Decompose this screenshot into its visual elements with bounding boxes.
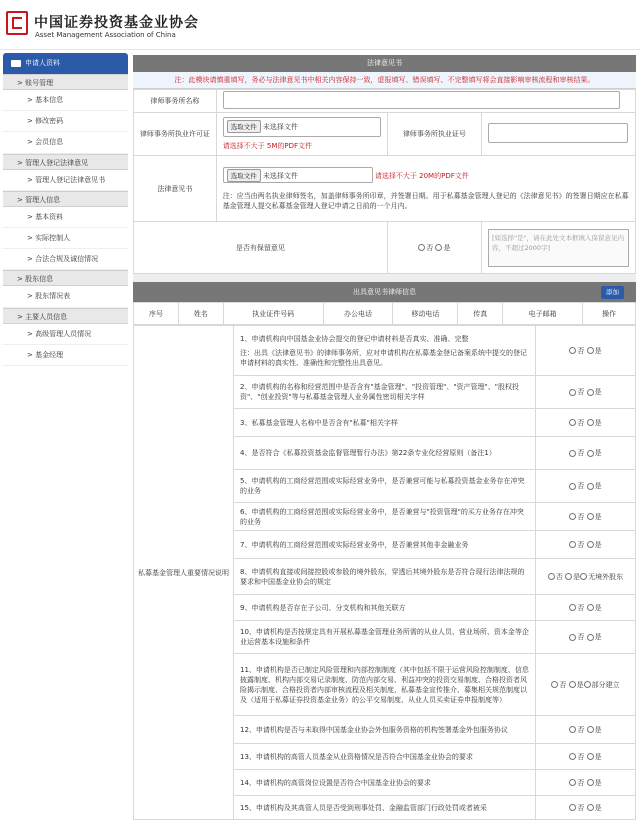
sidebar-section-1[interactable]: > 管理人登记法律意见 <box>3 154 128 170</box>
sidebar-item-4-0[interactable]: > 高级管理人员情况 <box>3 324 128 345</box>
option-yes[interactable] <box>565 573 580 581</box>
option-partial[interactable] <box>584 681 620 689</box>
question-text: 2、申请机构的名称和经营范围中是否含有"基金管理"、"投资管理"、"资产管理"、"股权投资"、"创业投资"等与私募基金管理人业务属性密切相关字样 <box>234 376 536 409</box>
opinion-file-picker[interactable] <box>223 167 373 183</box>
question-text: 13、申请机构的高管人员基金从业资格情况是否符合中国基金业协会的要求 <box>234 744 536 770</box>
option-no-radio[interactable] <box>569 753 576 760</box>
question-text: 5、申请机构的工商经营范围或实际经营业务中，是否兼营可能与私募投资基金业务存在冲突的业务 <box>234 470 536 503</box>
option-yes-label: 是 <box>594 346 602 355</box>
option-no[interactable] <box>551 681 566 689</box>
option-yes-label: 是 <box>594 603 602 612</box>
option-yes[interactable] <box>587 482 602 490</box>
column-header-2: 执业证件号码 <box>223 303 323 325</box>
option-yes-label: 是 <box>594 482 602 490</box>
book-icon <box>11 60 21 67</box>
option-yes[interactable] <box>587 449 602 457</box>
section-gap <box>133 274 636 282</box>
option-no-radio[interactable] <box>569 450 576 457</box>
question-options <box>536 716 636 744</box>
opinion-choose-file-button[interactable]: 选取文件 <box>227 169 261 182</box>
option-yes-label: 是 <box>594 449 602 457</box>
option-no-radio[interactable] <box>569 389 576 396</box>
question-text: 12、申请机构是否与未取得中国基金业协会外包服务资格的机构签署基金外包服务协议 <box>234 716 536 744</box>
license-file-picker[interactable] <box>223 117 381 137</box>
question-text: 1、申请机构向中国基金业协会提交的登记申请材料是否真实、准确、完整 注：出具《法律意见书》的律师事务所，应对申请机构在私募基金登记备案系统中提交的登记申请材料的真实性、准确性和完整性出具意见。 <box>234 326 536 376</box>
option-no-radio[interactable] <box>569 347 576 354</box>
option-none-shareholder-radio[interactable] <box>580 573 587 580</box>
opinion-note: 注：应当由两名执业律师签名，加盖律师事务所印章，并签署日期。用于私募基金管理人登记的《法律意见书》的签署日期应在私募基金管理人提交私募基金管理人登记申请之日前的一个月内。 <box>222 191 629 210</box>
option-no-radio[interactable] <box>569 804 576 811</box>
opinion-no-file-text: 未选择文件 <box>262 171 298 180</box>
question-options <box>536 595 636 621</box>
option-no-radio[interactable] <box>569 604 576 611</box>
question-options <box>536 437 636 470</box>
sidebar-section-2[interactable]: > 管理人信息 <box>3 191 128 207</box>
option-no-label: 否 <box>577 418 585 427</box>
option-yes[interactable] <box>587 633 602 641</box>
question-text: 10、申请机构是否按规定具有开展私募基金管理业务所需的从业人员、营业场所、资本金等企业运营基本设施和条件 <box>234 621 536 654</box>
license-choose-file-button[interactable]: 选取文件 <box>227 120 261 133</box>
legal-opinion-form <box>133 89 636 274</box>
option-no[interactable] <box>569 541 584 549</box>
sidebar-item-2-0[interactable]: > 基本资料 <box>3 207 128 228</box>
column-header-3: 办公电话 <box>323 303 393 325</box>
sidebar-item-0-0[interactable]: > 基本信息 <box>3 90 128 111</box>
question-options <box>536 376 636 409</box>
option-no-label: 否 <box>577 540 585 549</box>
option-no-radio[interactable] <box>569 726 576 733</box>
question-options <box>536 409 636 437</box>
option-yes[interactable] <box>587 726 602 734</box>
option-no[interactable] <box>569 482 584 490</box>
option-no-label: 否 <box>577 725 585 734</box>
sidebar-item-4-1[interactable]: > 基金经理 <box>3 345 128 366</box>
option-no-label: 否 <box>577 346 585 355</box>
question-options <box>536 796 636 820</box>
option-yes-label: 是 <box>594 803 602 812</box>
sidebar-section-0[interactable]: > 账号管理 <box>3 74 128 90</box>
option-partial-radio[interactable] <box>584 681 591 688</box>
option-no[interactable] <box>569 347 584 355</box>
association-logo-icon <box>6 11 28 35</box>
question-options <box>536 503 636 531</box>
sidebar-item-2-1[interactable]: > 实际控制人 <box>3 228 128 249</box>
column-header-5: 传真 <box>458 303 503 325</box>
firm-name-label: 律师事务所名称 <box>134 90 217 113</box>
sidebar <box>0 53 130 798</box>
option-no-radio[interactable] <box>569 419 576 426</box>
question-options <box>536 654 636 716</box>
option-no[interactable] <box>548 573 563 581</box>
question-options <box>536 559 636 595</box>
column-header-4: 移动电话 <box>393 303 458 325</box>
option-yes-label: 是 <box>594 540 602 549</box>
option-yes[interactable] <box>587 513 602 521</box>
option-no-label: 否 <box>577 633 585 641</box>
option-yes-label: 是 <box>594 512 602 521</box>
option-no-label: 否 <box>577 778 585 787</box>
option-yes-radio[interactable] <box>587 450 594 457</box>
question-text: 8、申请机构直接或间接控股或参股的境外股东，穿透后其境外股东是否符合现行法律法规的要求和中国基金业协会的规定 <box>234 559 536 595</box>
option-yes[interactable] <box>587 779 602 787</box>
option-no-radio[interactable] <box>551 681 558 688</box>
sidebar-item-0-1[interactable]: > 修改密码 <box>3 111 128 132</box>
form-title: 法律意见书 <box>133 55 636 72</box>
option-no[interactable] <box>569 604 584 612</box>
option-no-radio[interactable] <box>569 483 576 490</box>
option-yes-label: 是 <box>594 778 602 787</box>
option-no-radio[interactable] <box>548 573 555 580</box>
reserve-yes-radio[interactable] <box>435 244 442 251</box>
logo-chinese-name: 中国证券投资基金业协会 <box>34 15 199 31</box>
license-file-hint: 请选择不大于 5M的PDF文件 <box>222 142 313 150</box>
option-no-label: 否 <box>577 603 585 612</box>
sidebar-item-0-2[interactable]: > 会员信息 <box>3 132 128 153</box>
option-no[interactable] <box>569 449 584 457</box>
lawyers-columns <box>134 303 636 325</box>
option-yes-radio[interactable] <box>587 389 594 396</box>
option-no-label: 否 <box>577 512 585 521</box>
option-no-label: 否 <box>577 803 585 812</box>
reserve-no-radio[interactable] <box>418 244 425 251</box>
firm-license-label: 律师事务所执业许可证 <box>134 113 217 156</box>
option-yes-radio[interactable] <box>587 753 594 760</box>
option-yes-radio[interactable] <box>569 681 576 688</box>
add-lawyer-button[interactable]: 添加 <box>601 286 624 299</box>
column-header-6: 电子邮箱 <box>503 303 583 325</box>
option-yes-label: 是 <box>594 633 602 641</box>
option-no-label: 否 <box>559 680 567 689</box>
column-header-1: 姓名 <box>178 303 223 325</box>
site-header <box>0 0 640 50</box>
sidebar-item-2-2[interactable]: > 合法合规及诚信情况 <box>3 249 128 270</box>
question-text: 3、私募基金管理人名称中是否含有"私募"相关字样 <box>234 409 536 437</box>
opinion-label: 法律意见书 <box>134 156 217 222</box>
option-yes[interactable] <box>587 541 602 549</box>
option-yes-radio[interactable] <box>587 604 594 611</box>
opinion-file-hint: 请选择不大于 20M的PDF文件 <box>374 171 469 180</box>
reserve-label: 是否有保留意见 <box>134 222 388 274</box>
option-yes-radio[interactable] <box>587 347 594 354</box>
question-text: 7、申请机构的工商经营范围或实际经营业务中，是否兼营其他非金融业务 <box>234 531 536 559</box>
option-yes[interactable] <box>587 419 602 427</box>
option-yes-radio[interactable] <box>587 779 594 786</box>
reserve-textarea[interactable]: [如选择"是"，请在此处文本框填入保留意见内容，不超过2000字] <box>488 229 629 267</box>
question-text: 9、申请机构是否存在子公司、分支机构和其他关联方 <box>234 595 536 621</box>
question-options <box>536 621 636 654</box>
reserve-yes-label: 是 <box>443 243 451 252</box>
option-yes[interactable] <box>587 753 602 761</box>
option-yes-radio[interactable] <box>587 419 594 426</box>
license-no-file-text: 未选择文件 <box>262 123 298 131</box>
option-yes-label: 是 <box>594 388 602 396</box>
sidebar-section-4[interactable]: > 主要人员信息 <box>3 308 128 324</box>
reserve-no-label: 否 <box>426 243 434 252</box>
sidebar-item-1-0[interactable]: > 管理人登记法律意见书 <box>3 170 128 191</box>
option-no[interactable] <box>569 804 584 812</box>
question-text: 6、申请机构的工商经营范围或实际经营业务中，是否兼营与"投资管理"的买方业务存在冲突的业务 <box>234 503 536 531</box>
option-no[interactable] <box>569 753 584 761</box>
option-yes[interactable] <box>587 347 602 355</box>
question-options <box>536 744 636 770</box>
question-text: 14、申请机构的高管岗位设置是否符合中国基金业协会的要求 <box>234 770 536 796</box>
question-row <box>134 326 636 376</box>
option-yes-radio[interactable] <box>587 541 594 548</box>
option-no-radio[interactable] <box>569 779 576 786</box>
option-no-label: 否 <box>577 388 585 396</box>
firm-name-input[interactable] <box>223 91 620 109</box>
option-no-label: 否 <box>555 572 563 581</box>
section-label: 私募基金管理人重要情况说明 <box>134 326 234 820</box>
option-none-shareholder-label: 无境外股东 <box>588 572 624 581</box>
question-options <box>536 531 636 559</box>
option-yes-radio[interactable] <box>587 513 594 520</box>
sidebar-section-3[interactable]: > 股东信息 <box>3 270 128 286</box>
column-header-0: 序号 <box>134 303 179 325</box>
option-no[interactable] <box>569 388 584 396</box>
option-yes-label: 是 <box>594 752 602 761</box>
option-no[interactable] <box>569 726 584 734</box>
main-content <box>133 55 636 812</box>
option-none-shareholder[interactable] <box>580 573 623 581</box>
option-no-radio[interactable] <box>569 634 576 641</box>
option-yes-radio[interactable] <box>587 483 594 490</box>
sidebar-title: 申请人资料 <box>3 53 128 74</box>
questions-table <box>133 325 636 820</box>
option-yes[interactable] <box>587 804 602 812</box>
question-options <box>536 326 636 376</box>
logo-english-name: Asset Management Association of China <box>35 31 176 39</box>
option-yes-label: 是 <box>573 572 581 581</box>
question-options <box>536 470 636 503</box>
lawyer-license-input[interactable] <box>488 123 628 143</box>
option-yes-label: 是 <box>594 725 602 734</box>
question-text: 15、申请机构及其高管人员是否受到刑事处罚、金融监管部门行政处罚或者被采 <box>234 796 536 820</box>
option-no-radio[interactable] <box>569 541 576 548</box>
question-options <box>536 770 636 796</box>
lawyers-header <box>133 282 636 302</box>
question-text: 11、申请机构是否已制定风险管理和内部控制制度（其中包括不限于运营风险控制制度、信息披露制度、机构内部交易记录制度、防范内部交易、利益冲突的投资交易制度、合格投资者风险揭示制度、合格投资者内部审核流程及相关制度、私募基金宣传推介、募集相关规范制度以及（适用于私募证券投资基金业务）的公平交易制度、从业人员买卖证券申报制度等） <box>234 654 536 716</box>
option-no[interactable] <box>569 419 584 427</box>
option-yes-radio[interactable] <box>587 804 594 811</box>
option-yes-radio[interactable] <box>565 573 572 580</box>
option-no[interactable] <box>569 633 584 641</box>
option-no[interactable] <box>569 513 584 521</box>
option-yes-label: 是 <box>576 680 584 689</box>
option-no-radio[interactable] <box>569 513 576 520</box>
form-notice: 注：此模块请慎重填写，务必与法律意见书中相关内容保持一致，虚报填写、错误填写、不完整填写将会直接影响审核流程和审核结果。 <box>133 72 636 89</box>
option-yes[interactable] <box>587 388 602 396</box>
column-header-7: 操作 <box>583 303 636 325</box>
sidebar-item-3-0[interactable]: > 股东情况表 <box>3 286 128 307</box>
option-yes[interactable] <box>587 604 602 612</box>
option-no-label: 否 <box>577 752 585 761</box>
option-yes-label: 是 <box>594 418 602 427</box>
option-no-label: 否 <box>577 449 585 457</box>
option-yes-radio[interactable] <box>587 634 594 641</box>
sidebar-sections <box>0 74 130 366</box>
option-yes[interactable] <box>569 681 584 689</box>
lawyers-title: 出具意见书律师信息 <box>353 288 416 296</box>
option-yes-radio[interactable] <box>587 726 594 733</box>
option-no[interactable] <box>569 779 584 787</box>
lawyer-license-label: 律师事务所执业证号 <box>387 113 481 156</box>
option-no-label: 否 <box>577 482 585 490</box>
question-text: 4、是否符合《私募投资基金监督管理暂行办法》第22条专业化经营原则（备注1） <box>234 437 536 470</box>
option-partial-label: 部分建立 <box>591 680 620 689</box>
reserve-options <box>387 222 481 274</box>
